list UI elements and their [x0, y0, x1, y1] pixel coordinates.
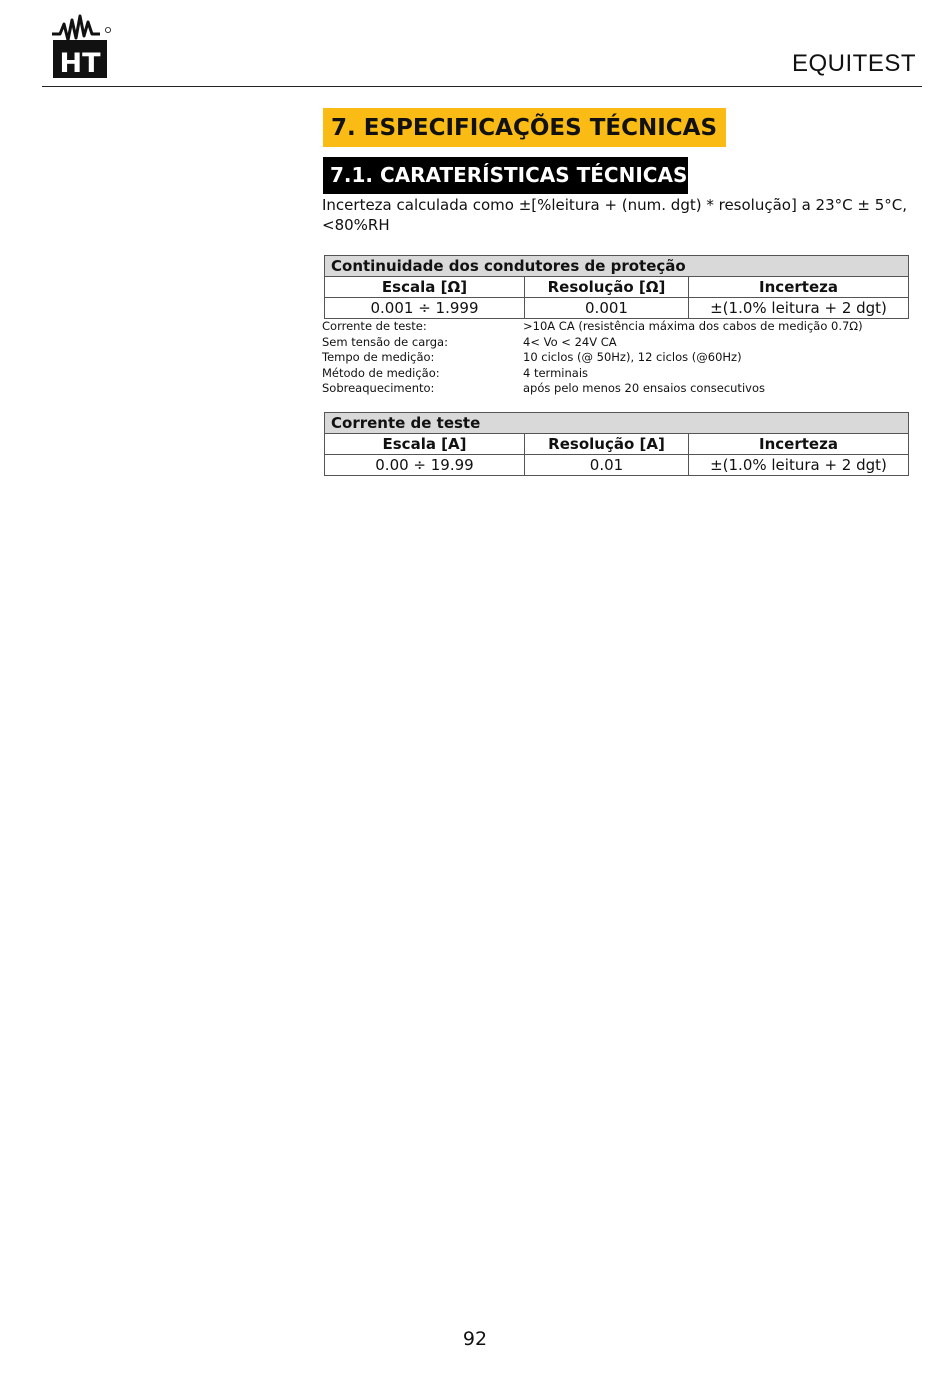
note-row: [322, 335, 922, 351]
note-value: após pelo menos 20 ensaios consecutivos: [523, 381, 765, 396]
table-title: Continuidade dos condutores de proteção: [325, 256, 909, 277]
brand-name: EQUITEST: [791, 50, 916, 77]
column-header-scale: Escala [A]: [325, 434, 525, 455]
subsection-title: 7.1. CARATERÍSTICAS TÉCNICAS: [323, 157, 688, 194]
cell-uncertainty: ±(1.0% leitura + 2 dgt): [689, 455, 909, 476]
note-row: [322, 319, 922, 335]
note-value: 10 ciclos (@ 50Hz), 12 ciclos (@60Hz): [523, 350, 742, 365]
table-row: [325, 298, 909, 319]
continuity-table: [324, 255, 909, 319]
note-label: Tempo de medição:: [322, 350, 435, 365]
note-value: 4< Vo < 24V CA: [523, 334, 617, 349]
cell-scale: 0.001 ÷ 1.999: [325, 298, 525, 319]
note-value: 4 terminais: [523, 365, 589, 380]
header-divider: [42, 86, 922, 87]
column-header-scale: Escala [Ω]: [325, 277, 525, 298]
table-title: Corrente de teste: [325, 413, 909, 434]
page-number: 92: [462, 1328, 488, 1350]
table-row: [325, 455, 909, 476]
note-label: Sobreaquecimento:: [322, 381, 435, 396]
note-label: Sem tensão de carga:: [322, 334, 448, 349]
column-header-resolution: Resolução [Ω]: [525, 277, 689, 298]
note-row: [322, 350, 922, 366]
note-value: >10A CA (resistência máxima dos cabos de medição 0.7Ω): [523, 319, 863, 333]
test-current-table: [324, 412, 909, 476]
cell-uncertainty: ±(1.0% leitura + 2 dgt): [689, 298, 909, 319]
note-row: [322, 366, 922, 382]
note-label: Método de medição:: [322, 365, 440, 380]
column-header-resolution: Resolução [A]: [525, 434, 689, 455]
spec-notes: [322, 319, 922, 397]
intro-paragraph: Incerteza calculada como ±[%leitura + (num. dgt) * resolução] a 23°C ± 5°C, <80%RH: [322, 196, 907, 234]
cell-resolution: 0.001: [525, 298, 689, 319]
note-row: [322, 381, 922, 397]
column-header-uncertainty: Incerteza: [689, 277, 909, 298]
logo-text: HT: [59, 48, 101, 79]
section-title: 7. ESPECIFICAÇÕES TÉCNICAS: [323, 108, 726, 147]
column-header-uncertainty: Incerteza: [689, 434, 909, 455]
cell-scale: 0.00 ÷ 19.99: [325, 455, 525, 476]
note-label: Corrente de teste:: [322, 319, 427, 333]
ht-logo: [50, 10, 112, 80]
cell-resolution: 0.01: [525, 455, 689, 476]
